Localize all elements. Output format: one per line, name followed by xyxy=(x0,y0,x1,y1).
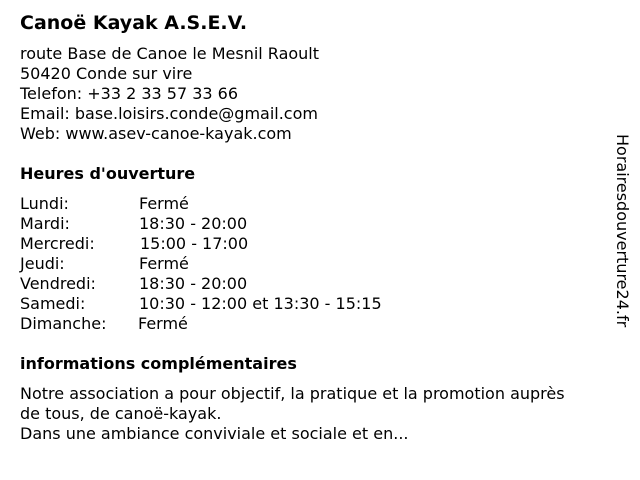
email-line: Email: base.loisirs.conde@gmail.com xyxy=(20,104,318,123)
day-hours: Fermé xyxy=(139,254,189,273)
address-street: route Base de Canoe le Mesnil Raoult xyxy=(20,44,320,63)
business-name: Canoë Kayak A.S.E.V. xyxy=(20,12,248,34)
info-line: de tous, de canoë-kayak. xyxy=(20,404,222,423)
info-line: Notre association a pour objectif, la pratique et la promotion auprès xyxy=(20,384,565,403)
day-hours: Fermé xyxy=(138,314,188,333)
day-label: Dimanche: xyxy=(20,314,107,333)
web-line: Web: www.asev-canoe-kayak.com xyxy=(20,124,292,143)
day-hours: 18:30 - 20:00 xyxy=(139,214,248,233)
day-hours: 18:30 - 20:00 xyxy=(139,274,248,293)
day-label: Lundi: xyxy=(20,194,69,213)
address-city: 50420 Conde sur vire xyxy=(20,64,193,83)
info-heading: informations complémentaires xyxy=(20,354,297,373)
day-label: Mardi: xyxy=(20,214,70,233)
day-label: Samedi: xyxy=(20,294,86,313)
day-hours: 15:00 - 17:00 xyxy=(140,234,249,253)
phone-line: Telefon: +33 2 33 57 33 66 xyxy=(20,84,239,103)
day-label: Vendredi: xyxy=(20,274,96,293)
day-hours: Fermé xyxy=(139,194,189,213)
day-label: Mercredi: xyxy=(20,234,95,253)
info-line: Dans une ambiance conviviale et sociale et en... xyxy=(20,424,409,443)
day-hours: 10:30 - 12:00 et 13:30 - 15:15 xyxy=(139,294,382,313)
info-description xyxy=(20,384,620,444)
site-watermark: Horairesdouverture24.fr xyxy=(613,134,632,328)
hours-heading: Heures d'ouverture xyxy=(20,164,196,183)
contact-block xyxy=(20,44,319,144)
day-label: Jeudi: xyxy=(20,254,65,273)
